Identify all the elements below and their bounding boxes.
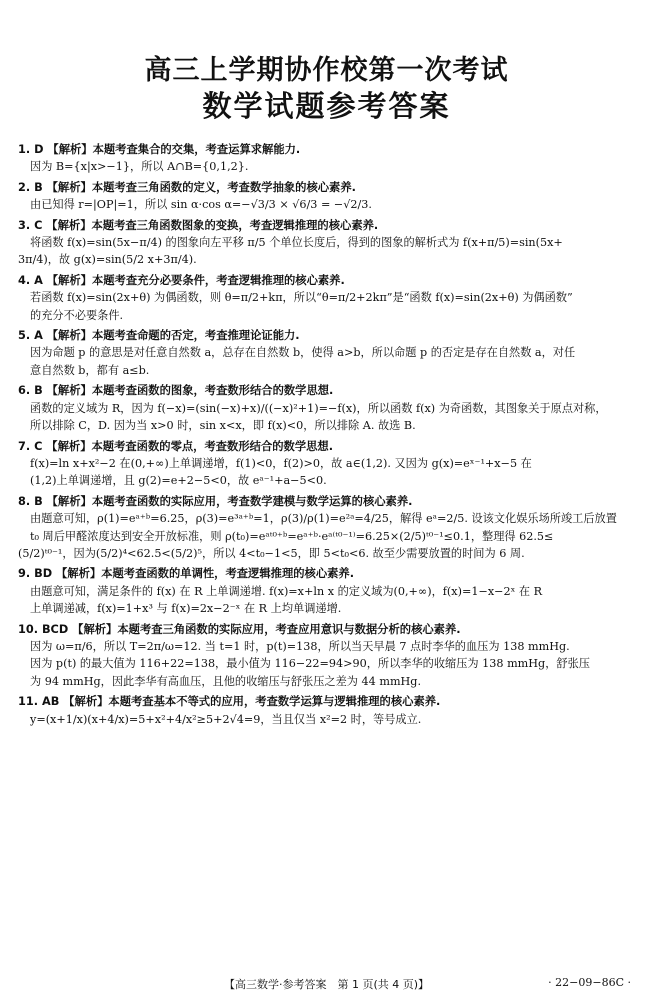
answer-heading: 10. BCD 【解析】本题考查三角函数的实际应用，考查应用意识与数据分析的核心素养. [18, 622, 461, 636]
answer-heading: 9. BD 【解析】本题考查函数的单调性，考查逻辑推理的核心素养. [18, 567, 355, 581]
exam-title: 高三上学期协作校第一次考试 [144, 55, 509, 86]
answer-text: 将函数 f(x)=sin(5x−π/4) 的图象向左平移 π/5 个单位长度后，得到的图象的解析式为 f(x+π/5)=sin(5x+ [30, 236, 563, 250]
footer-doc-code: · 22−09−86C · [548, 976, 631, 989]
answer-heading: 11. AB 【解析】本题考查基本不等式的应用，考查数学运算与逻辑推理的核心素养. [18, 695, 441, 709]
answer-text: 由题意可知，满足条件的 f(x) 在 R 上单调递增. f(x)=x+ln x 的定义域为(0,+∞)，f(x)=1−x−2ˣ 在 R [30, 584, 543, 598]
answer-text: 函数的定义域为 R，因为 f(−x)=(sin(−x)+x)/((−x)²+1)=−f(x)，所以函数 f(x) 为奇函数，其图象关于原点对称， [30, 401, 607, 415]
answer-text: 因为 B={x|x>−1}，所以 A∩B={0,1,2}. [30, 160, 249, 174]
answer-item-3 [18, 217, 638, 269]
answer-item-1 [18, 141, 638, 176]
answer-text: 意自然数 b，都有 a≤b. [30, 363, 150, 377]
answer-item-2 [18, 179, 638, 214]
answer-heading: 1. D 【解析】本题考查集合的交集，考查运算求解能力. [18, 143, 301, 156]
footer-page-info: 【高三数学·参考答案 第 1 页(共 4 页)】 [223, 978, 430, 991]
answer-item-4 [18, 272, 638, 324]
answer-heading: 6. B 【解析】本题考查函数的图象，考查数形结合的数学思想. [18, 384, 334, 398]
answer-list [18, 141, 638, 731]
answer-heading: 3. C 【解析】本题考查三角函数图象的变换，考查逻辑推理的核心素养. [18, 218, 379, 232]
answer-text: y=(x+1/x)(x+4/x)=5+x²+4/x²≥5+2√4=9，当且仅当 x²=2 时，等号成立. [30, 712, 422, 726]
answer-item-11 [18, 693, 638, 728]
answer-item-5 [18, 327, 638, 379]
answer-text: 由已知得 r=|OP|=1，所以 sin α·cos α=−√3/3 × √6/3 = −√2/3. [30, 198, 372, 212]
answer-text: 的充分不必要条件. [30, 308, 124, 322]
answer-text: 为 94 mmHg，因此李华有高血压，且他的收缩压与舒张压之差为 44 mmHg. [30, 674, 422, 688]
answer-heading: 7. C 【解析】本题考查函数的零点，考查数形结合的数学思想. [18, 439, 334, 453]
answer-text: (5/2)ᵗ⁰⁻¹，因为(5/2)⁴<62.5<(5/2)⁵，所以 4<t₀−1<5，即 5<t₀<6. 故至少需要放置的时间为 6 周. [18, 546, 525, 560]
answer-heading: 4. A 【解析】本题考查充分必要条件，考查逻辑推理的核心素养. [18, 273, 345, 287]
answer-item-10 [18, 621, 638, 691]
answer-heading: 2. B 【解析】本题考查三角函数的定义，考查数学抽象的核心素养. [18, 180, 356, 194]
answer-text: 因为 ω=π/6，所以 T=2π/ω=12. 当 t=1 时，p(t)=138，所以当天早晨 7 点时李华的血压为 138 mmHg. [30, 639, 570, 653]
answer-text: 因为命题 p 的意思是对任意自然数 a，总存在自然数 b，使得 a>b，所以命题 p 的否定是存在自然数 a，对任 [30, 346, 576, 360]
answer-text: f(x)=ln x+x²−2 在(0,+∞)上单调递增，f(1)<0，f(2)>0，故 a∈(1,2). 又因为 g(x)=eˣ⁻¹+x−5 在 [30, 456, 532, 470]
page-footer [0, 976, 653, 996]
answer-item-8 [18, 493, 638, 563]
answer-item-7 [18, 438, 638, 490]
answer-item-9 [18, 565, 638, 617]
answer-text: 因为 p(t) 的最大值为 116+22=138，最小值为 116−22=94>90，所以李华的收缩压为 138 mmHg，舒张压 [30, 657, 590, 671]
answer-item-6 [18, 382, 638, 434]
answer-heading: 8. B 【解析】本题考查函数的实际应用，考查数学建模与数学运算的核心素养. [18, 494, 413, 508]
answer-text: 所以排除 C，D. 因为当 x>0 时，sin x<x，即 f(x)<0，所以排除 A. 故选 B. [30, 419, 416, 433]
exam-subtitle: 数学试题参考答案 [202, 89, 451, 123]
answer-text: (1,2)上单调递增，且 g(2)=e+2−5<0，故 eᵃ⁻¹+a−5<0. [30, 474, 327, 488]
answer-text: 3π/4)，故 g(x)=sin(5/2 x+3π/4). [18, 253, 197, 267]
answer-text: t₀ 周后甲醛浓度达到安全开放标准，则 ρ(t₀)=eᵃᵗ⁰⁺ᵇ=eᵃ⁺ᵇ·eᵃ⁽ᵗ⁰⁻¹⁾=6.25×(2/5)ᵗ⁰⁻¹≤0.1，整理得 62.5≤ [30, 529, 554, 543]
answer-text: 上单调递减，f(x)=1+x³ 与 f(x)=2x−2⁻ˣ 在 R 上均单调递增. [30, 602, 342, 616]
answer-text: 若函数 f(x)=sin(2x+θ) 为偶函数，则 θ=π/2+kπ，所以“θ=π/2+2kπ”是“函数 f(x)=sin(2x+θ) 为偶函数” [30, 291, 573, 305]
answer-text: 由题意可知，ρ(1)=eᵃ⁺ᵇ=6.25，ρ(3)=e³ᵃ⁺ᵇ=1，ρ(3)/ρ(1)=e²ᵃ=4/25，解得 eᵃ=2/5. 设该文化娱乐场所竣工后放置 [30, 512, 617, 526]
answer-heading: 5. A 【解析】本题考查命题的否定，考查推理论证能力. [18, 329, 300, 343]
